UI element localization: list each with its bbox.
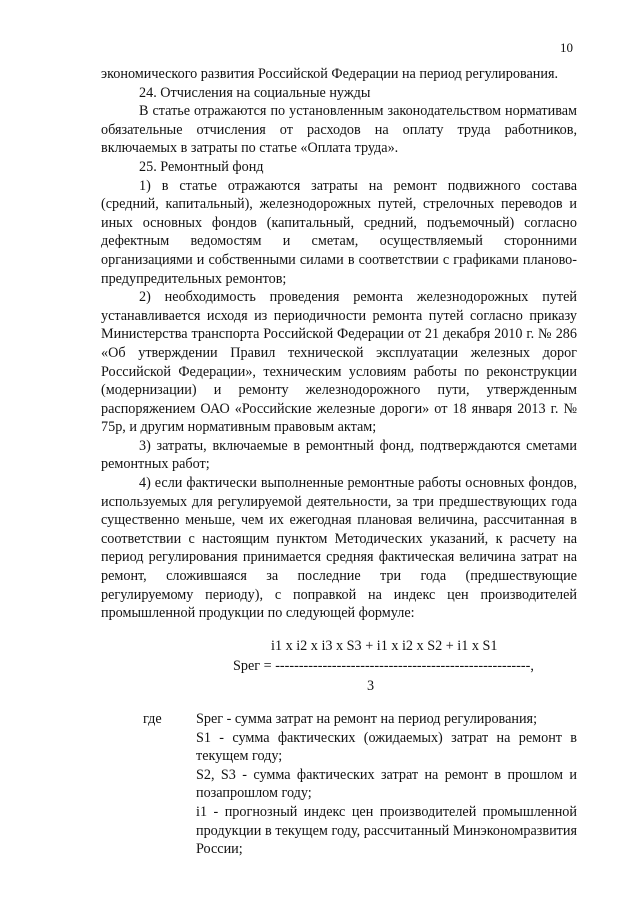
definition-item: i1 - прогнозный индекс цен производителей промышленной продукции в текущем году, рассчитанный Минэкономразвития России; — [196, 803, 577, 858]
section-heading-24: 24. Отчисления на социальные нужды — [139, 84, 371, 101]
formula-denominator: 3 — [367, 678, 375, 694]
definition-item: Sрег - сумма затрат на ремонт на период регулирования; — [196, 711, 538, 727]
formula-numerator: i1 x i2 x i3 x S3 + i1 x i2 x S2 + i1 x S1 — [271, 638, 498, 654]
paragraph-continuation: экономического развития Российской Федерации на период регулирования. — [101, 66, 559, 82]
body-text — [101, 65, 577, 623]
paragraph-item-4: 4) если фактически выполненные ремонтные работы основных фондов, используемых для регулируемой деятельности, за три предшествующих года существенно меньше, чем их ежегодная плановая величина, рассчитанная в соответствии с настоящим пунктом Методических указаний, к расчету на период регулирования принимается средняя фактическая величина затрат на ремонт, сложившаяся за последние три года (предшествующие регулируемому периоду), с поправкой на индекс цен производителей промышленной продукции по следующей формуле: — [101, 475, 577, 622]
where-label: где — [143, 711, 162, 727]
paragraph-item-3: 3) затраты, включаемые в ремонтный фонд, подтверждаются сметами ремонтных работ; — [101, 437, 577, 473]
definition-item: S1 - сумма фактических (ожидаемых) затрат на ремонт в текущем году; — [196, 729, 577, 765]
paragraph-social-contributions: В статье отражаются по установленным законодательством нормативам обязательные отчисления от расходов на оплату труда работников, включаемых в затраты по статье «Оплата труда». — [101, 103, 577, 157]
paragraph-item-1: 1) в статье отражаются затраты на ремонт подвижного состава (средний, капитальный), железнодорожных путей, стрелочных переводов и иных основных фондов (капитальный, средний, подъемочный) согласно дефектным ведомостям и сметам, осуществляемый сторонними организациями и собственными силами в соответствии с графиками планово-предупредительных ремонтов; — [101, 177, 577, 287]
formula-fraction-line: Sрег = ------------------------------------------------------, — [233, 658, 534, 674]
paragraph-item-2: 2) необходимость проведения ремонта железнодорожных путей устанавливается исходя из периодичности ремонта путей согласно приказу Министерства транспорта Российской Федерации от 21 декабря 2010 г. № 286 «Об утверждении Правил технической эксплуатации железных дорог Российской Федерации», техническим условиям работы по реконструкции (модернизации) и ремонту железнодорожного пути, утвержденным распоряжением ОАО «Российские железные дороги» от 18 января 2013 г. № 75р, и другим нормативным правовым актам; — [101, 289, 577, 436]
definition-item: S2, S3 - сумма фактических затрат на ремонт в прошлом и позапрошлом году; — [196, 766, 577, 802]
definitions-list — [196, 710, 577, 859]
page-number: 10 — [560, 40, 573, 55]
section-heading-25: 25. Ремонтный фонд — [139, 158, 264, 175]
